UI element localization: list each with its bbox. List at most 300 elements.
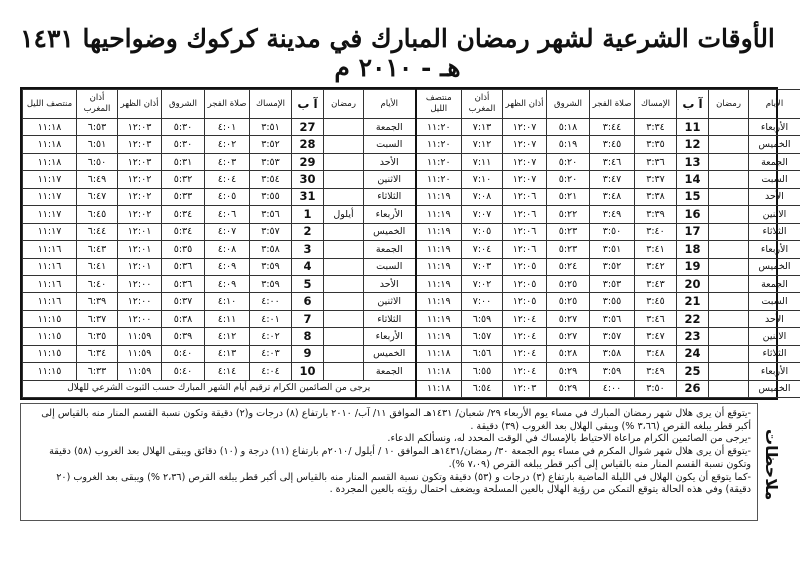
table-cell: الجمعة (364, 363, 416, 380)
table-cell: ١١:٢٠ (416, 171, 462, 188)
table-cell: ٥:٢٣ (547, 241, 590, 258)
table-cell: 24 (677, 345, 709, 362)
table-cell: ١١:١٦ (23, 241, 77, 258)
table-cell: ٦:٣٤ (77, 345, 118, 362)
table-row (23, 363, 800, 380)
table-cell: ٥:٢٥ (547, 275, 590, 292)
table-cell: 1 (292, 206, 324, 223)
table-cell: ٣:٣٧ (635, 171, 677, 188)
table-cell: الأربعاء (749, 119, 800, 136)
table-cell: ١١:٢٠ (416, 119, 462, 136)
table-row (23, 153, 800, 170)
table-cell: ١١:١٩ (416, 188, 462, 205)
table-cell: ٣:٣٩ (635, 206, 677, 223)
table-cell: ٥:٣٩ (162, 328, 205, 345)
table-cell: ٣:٥١ (590, 241, 635, 258)
table-cell: 29 (292, 153, 324, 170)
table-cell: ٣:٤٧ (590, 171, 635, 188)
table-cell: ٣:٤٥ (590, 136, 635, 153)
table-cell: ٥:٢٧ (547, 310, 590, 327)
table-cell: الاثنين (364, 171, 416, 188)
table-cell: 7 (292, 310, 324, 327)
table-cell: ٣:٥٠ (590, 223, 635, 240)
table-row (23, 328, 800, 345)
table-cell: ١٢:٠٤ (503, 328, 547, 345)
table-cell: السبت (364, 258, 416, 275)
column-header: منتصف الليل (416, 90, 462, 119)
table-cell: السبت (749, 293, 800, 310)
column-header: أذان المغرب (77, 90, 118, 119)
table-cell: ٥:٤٠ (162, 363, 205, 380)
table-cell: 5 (292, 275, 324, 292)
table-cell: 22 (677, 310, 709, 327)
table-cell: ٣:٤٦ (635, 310, 677, 327)
table-cell: الجمعة (364, 241, 416, 258)
table-cell: ٤:١٢ (205, 328, 250, 345)
table-cell: 9 (292, 345, 324, 362)
table-cell: ٧:٠٧ (462, 206, 503, 223)
table-cell: ٤:١٣ (205, 345, 250, 362)
table-cell: ٦:٣٥ (77, 328, 118, 345)
table-cell: ٥:٣٥ (162, 241, 205, 258)
table-cell: 21 (677, 293, 709, 310)
table-cell: ٧:١٠ (462, 171, 503, 188)
table-cell: ٣:٤٨ (590, 188, 635, 205)
table-cell: ٦:٤١ (77, 258, 118, 275)
table-cell: ٦:٥٠ (77, 153, 118, 170)
table-cell: 12 (677, 136, 709, 153)
column-header: آ ب (292, 90, 324, 119)
table-cell: 13 (677, 153, 709, 170)
table-cell: ٣:٥٥ (590, 293, 635, 310)
table-cell: 28 (292, 136, 324, 153)
table-cell: 30 (292, 171, 324, 188)
table-cell: ٥:٤٠ (162, 345, 205, 362)
table-cell: ٣:٣٦ (635, 153, 677, 170)
table-cell: ٣:٥٦ (250, 206, 292, 223)
table-cell: الخميس (749, 258, 800, 275)
table-cell (709, 136, 749, 153)
table-cell: ١١:١٩ (416, 310, 462, 327)
table-cell: الأربعاء (364, 206, 416, 223)
table-cell: ٥:٢٩ (547, 380, 590, 397)
table-cell: ٣:٥٦ (590, 310, 635, 327)
table-cell: ٣:٥٧ (590, 328, 635, 345)
table-cell: الخميس (749, 136, 800, 153)
table-cell: 16 (677, 206, 709, 223)
table-cell (709, 171, 749, 188)
table-row (23, 136, 800, 153)
table-cell: ١٢:٠٧ (503, 171, 547, 188)
table-cell: ٥:٢٥ (547, 293, 590, 310)
table-cell: ٣:٤٩ (635, 363, 677, 380)
table-row (23, 310, 800, 327)
table-cell (324, 328, 364, 345)
table-cell: ١١:١٨ (416, 345, 462, 362)
table-cell: ١٢:٠٦ (503, 206, 547, 223)
note-1: -يتوقع أن يرى هلال شهر رمضان المبارك في مساء يوم الأربعاء ٢٩/ شعبان/ ١٤٣١هـ الموافق ١١/ آب/ ٢٠١٠ بارتفاع (٨) درجات و(٢) دقيقة وتكون نسبة القسم المنار منه بالقياس إلى أكبر قطر يبلغه القرص (٣،٦٦ %) ويبقى الهلال بعد الغروب (٣٩) دقيقة . (41, 408, 751, 432)
table-cell (324, 171, 364, 188)
table-cell: ١٢:٠٣ (118, 153, 162, 170)
table-cell: الأحد (364, 153, 416, 170)
table-cell (324, 153, 364, 170)
table-cell: ٧:٠٨ (462, 188, 503, 205)
table-cell (324, 258, 364, 275)
table-cell: ٣:٤٦ (590, 153, 635, 170)
table-cell: ٣:٣٨ (635, 188, 677, 205)
table-cell: ٥:٣٦ (162, 275, 205, 292)
table-cell: 8 (292, 328, 324, 345)
column-header: الشروق (162, 90, 205, 119)
table-cell: ٤:٠٢ (250, 328, 292, 345)
table-cell: ١١:١٨ (23, 153, 77, 170)
table-cell: ٤:٠١ (205, 119, 250, 136)
table-cell: ٦:٤٧ (77, 188, 118, 205)
table-cell: ٥:٣٠ (162, 119, 205, 136)
table-cell: ٣:٥٣ (250, 153, 292, 170)
table-cell (324, 188, 364, 205)
table-cell (324, 363, 364, 380)
table-cell: 10 (292, 363, 324, 380)
table-cell: 15 (677, 188, 709, 205)
table-cell: ٣:٤٠ (635, 223, 677, 240)
table-cell (324, 310, 364, 327)
table-cell: ٤:٠٣ (250, 345, 292, 362)
table-cell (709, 328, 749, 345)
table-cell: الأربعاء (749, 363, 800, 380)
table-cell (709, 345, 749, 362)
table-cell (324, 275, 364, 292)
table-cell: ١١:٢٠ (416, 136, 462, 153)
table-cell: ١٢:٠٣ (118, 119, 162, 136)
table-cell: 23 (677, 328, 709, 345)
table-cell: ١٢:٠٢ (118, 188, 162, 205)
table-cell: ٧:٠٢ (462, 275, 503, 292)
table-cell: ٥:٢٩ (547, 363, 590, 380)
table-cell: ١١:١٥ (23, 363, 77, 380)
table-cell: ٤:٠٤ (250, 363, 292, 380)
table-cell: ٦:٣٧ (77, 310, 118, 327)
table-cell (324, 345, 364, 362)
table-cell: ٦:٥٦ (462, 345, 503, 362)
table-cell: الخميس (364, 345, 416, 362)
table-cell: 6 (292, 293, 324, 310)
table-row (23, 275, 800, 292)
table-cell: ١١:١٧ (23, 206, 77, 223)
table-cell: ٥:٣٢ (162, 171, 205, 188)
table-cell: ١١:٥٩ (118, 345, 162, 362)
table-cell: ١٢:٠١ (118, 241, 162, 258)
table-cell (709, 275, 749, 292)
table-cell: ٣:٥٢ (250, 136, 292, 153)
table-row (23, 345, 800, 362)
table-cell: ٦:٥٥ (462, 363, 503, 380)
table-cell: ٣:٤٢ (635, 258, 677, 275)
table-cell: ٥:٢٨ (547, 345, 590, 362)
table-cell: ٤:٠٦ (205, 206, 250, 223)
table-cell: ١١:١٩ (416, 223, 462, 240)
table-cell: ١١:١٩ (416, 241, 462, 258)
table-cell: ٣:٣٤ (635, 119, 677, 136)
table-cell: ٥:٣٤ (162, 206, 205, 223)
table-cell: ١٢:٠٧ (503, 153, 547, 170)
table-cell: الجمعة (364, 119, 416, 136)
table-body (23, 119, 800, 398)
table-row (23, 206, 800, 223)
table-cell: ٤:٠١ (250, 310, 292, 327)
table-cell: 2 (292, 223, 324, 240)
table-cell: ٥:٢٣ (547, 223, 590, 240)
table-cell: ٣:٥٥ (250, 188, 292, 205)
table-cell: ١١:١٨ (23, 119, 77, 136)
table-cell: الخميس (749, 380, 800, 397)
table-cell: ٤:٠٢ (205, 136, 250, 153)
page-title: الأوقات الشرعية لشهر رمضان المبارك في مدينة كركوك وضواحيها ١٤٣١ هـ - ٢٠١٠ م (20, 24, 775, 82)
table-cell: الثلاثاء (749, 223, 800, 240)
table-cell: ١٢:٠٠ (118, 275, 162, 292)
table-cell (709, 153, 749, 170)
table-cell: ٦:٤٣ (77, 241, 118, 258)
table-cell: ٤:٠٩ (205, 275, 250, 292)
table-cell: ٧:١١ (462, 153, 503, 170)
table-cell: ١١:١٥ (23, 328, 77, 345)
table-cell: ٦:٣٩ (77, 293, 118, 310)
table-cell: الأربعاء (364, 328, 416, 345)
table-cell: ١٢:٠٧ (503, 119, 547, 136)
table-cell: ١٢:٠١ (118, 223, 162, 240)
table-cell: ١٢:٠٥ (503, 258, 547, 275)
table-cell: ١٢:٠٢ (118, 206, 162, 223)
table-cell (709, 241, 749, 258)
table-cell: ١١:١٦ (23, 293, 77, 310)
table-cell: ٥:٣٧ (162, 293, 205, 310)
table-cell: ٥:٣٠ (162, 136, 205, 153)
table-cell: ٦:٥١ (77, 136, 118, 153)
table-cell: ٦:٥٩ (462, 310, 503, 327)
column-header: رمضان (324, 90, 364, 119)
table-cell: الأحد (364, 275, 416, 292)
table-cell: ٥:١٨ (547, 119, 590, 136)
table-cell: السبت (749, 171, 800, 188)
timetable-grid (22, 89, 800, 398)
table-cell: الأربعاء (749, 241, 800, 258)
table-cell: ٦:٣٣ (77, 363, 118, 380)
table-cell: 31 (292, 188, 324, 205)
table-cell: ٣:٣٥ (635, 136, 677, 153)
table-cell: ٥:٢٤ (547, 258, 590, 275)
table-cell (324, 293, 364, 310)
table-cell: السبت (364, 136, 416, 153)
table-cell: الثلاثاء (749, 345, 800, 362)
table-cell: ٣:٥٠ (635, 380, 677, 397)
table-cell: ٣:٥٩ (250, 275, 292, 292)
table-cell: ١١:١٦ (23, 258, 77, 275)
table-cell: ٣:٤٤ (590, 119, 635, 136)
table-cell: ٧:٠٤ (462, 241, 503, 258)
table-cell: ١١:١٩ (416, 293, 462, 310)
table-cell: 11 (677, 119, 709, 136)
table-cell (709, 310, 749, 327)
table-cell: ٣:٥٣ (590, 275, 635, 292)
table-cell: ٤:٠٠ (250, 293, 292, 310)
table-cell: ٥:٣١ (162, 153, 205, 170)
column-header: الشروق (547, 90, 590, 119)
table-cell: ١٢:٠٦ (503, 241, 547, 258)
table-cell: 3 (292, 241, 324, 258)
table-cell: ٤:٠٥ (205, 188, 250, 205)
table-cell: الخميس (364, 223, 416, 240)
table-cell: ١٢:٠٦ (503, 188, 547, 205)
table-cell: الاثنين (749, 328, 800, 345)
table-cell: الثلاثاء (364, 310, 416, 327)
table-cell: ١٢:٠٥ (503, 275, 547, 292)
table-cell: الأحد (749, 188, 800, 205)
notes-box (20, 403, 758, 521)
table-cell: ٣:٥٨ (250, 241, 292, 258)
table-cell: ٦:٥٧ (462, 328, 503, 345)
table-cell (709, 258, 749, 275)
table-row (23, 223, 800, 240)
table-cell: ١٢:٠٣ (118, 136, 162, 153)
table-cell: ١٢:٠٠ (118, 293, 162, 310)
table-cell: ٤:١٤ (205, 363, 250, 380)
table-cell: ١٢:٠٣ (503, 380, 547, 397)
table-cell: ١١:١٧ (23, 188, 77, 205)
table-cell: ٥:٣٦ (162, 258, 205, 275)
table-cell: ٣:٤٥ (635, 293, 677, 310)
table-cell: 14 (677, 171, 709, 188)
table-cell: ٥:٢٢ (547, 206, 590, 223)
table-cell: ٦:٤٠ (77, 275, 118, 292)
table-cell (709, 380, 749, 397)
table-cell: ١١:٥٩ (118, 328, 162, 345)
table-cell (324, 223, 364, 240)
column-header: الأيام (364, 90, 416, 119)
table-cell: ٣:٤٩ (590, 206, 635, 223)
table-cell: ١١:٥٩ (118, 363, 162, 380)
table-cell: ٤:٠٧ (205, 223, 250, 240)
table-row (23, 293, 800, 310)
table-cell: ٤:٠٤ (205, 171, 250, 188)
column-header: أذان الظهر (503, 90, 547, 119)
column-header: الأيام (749, 90, 800, 119)
table-cell: ٣:٥٧ (250, 223, 292, 240)
note-2: -يرجى من الصائمين الكرام مراعاة الاحتياط بالإمساك في الوقت المحدد له، ونسألكم الدعاء. (387, 433, 751, 445)
table-cell: ٣:٤٨ (635, 345, 677, 362)
table-cell: ١١:١٩ (416, 206, 462, 223)
note-4: -كما يتوقع أن يكون الهلال في الليلة الماضية بارتفاع (٣) درجات و (٥٣) دقيقة وتكون نسبة القسم المنار منه بالقياس إلى أكبر قطر يبلغه القرص (٢،٣٦ %) ويبقى بعد الغروب (٢٠ دقيقة) وفي هذه الحالة يتوقع التمكن من رؤية الهلال بالعين المسلحة ويضعف احتمال رؤيته بالعين المجردة . (56, 471, 751, 496)
table-cell: ٤:٠٣ (205, 153, 250, 170)
table-cell: ١١:١٧ (23, 171, 77, 188)
table-cell: ٦:٤٥ (77, 206, 118, 223)
table-cell: ٣:٤١ (635, 241, 677, 258)
table-cell: الجمعة (749, 275, 800, 292)
table-cell (709, 188, 749, 205)
table-row (23, 258, 800, 275)
table-cell: ٧:٠٥ (462, 223, 503, 240)
table-cell: ٥:٢٠ (547, 171, 590, 188)
table-cell: ٥:٢١ (547, 188, 590, 205)
table-cell: ١٢:٠٤ (503, 363, 547, 380)
header-row (23, 90, 800, 119)
table-cell: ١١:١٧ (23, 223, 77, 240)
table-cell: 4 (292, 258, 324, 275)
table-cell: ٤:٠٩ (205, 258, 250, 275)
table-cell: ٣:٥٢ (590, 258, 635, 275)
table-cell: ٤:٠٨ (205, 241, 250, 258)
table-cell: ١٢:٠١ (118, 258, 162, 275)
table-cell (709, 119, 749, 136)
table-cell: ١١:١٥ (23, 310, 77, 327)
notes-label: ملاحظات (762, 429, 781, 501)
column-header: أذان المغرب (462, 90, 503, 119)
table-cell: ٤:١٠ (205, 293, 250, 310)
table-cell: ٣:٥٤ (250, 171, 292, 188)
table-cell: ١١:١٥ (23, 345, 77, 362)
table-cell: ١١:١٨ (416, 363, 462, 380)
table-row (23, 171, 800, 188)
timetable (20, 87, 791, 400)
column-header: الإمساك (635, 90, 677, 119)
table-cell (324, 136, 364, 153)
table-cell: الاثنين (364, 293, 416, 310)
table-cell: ١١:١٩ (416, 275, 462, 292)
table-cell: ٣:٥١ (250, 119, 292, 136)
table-cell: ٣:٥٩ (250, 258, 292, 275)
table-cell: 18 (677, 241, 709, 258)
table-cell: ٦:٤٩ (77, 171, 118, 188)
table-cell: الاثنين (749, 206, 800, 223)
table-cell (709, 293, 749, 310)
table-cell: ٥:٣٤ (162, 223, 205, 240)
table-cell: ١٢:٠٥ (503, 293, 547, 310)
column-header: الإمساك (250, 90, 292, 119)
table-cell: ١١:١٨ (23, 136, 77, 153)
table-row (23, 380, 800, 397)
column-header: صلاة الفجر (205, 90, 250, 119)
table-cell: ٧:١٣ (462, 119, 503, 136)
table-cell (324, 119, 364, 136)
table-cell: ٥:٢٧ (547, 328, 590, 345)
table-cell: ١٢:٠٤ (503, 345, 547, 362)
note-3: -يتوقع أن يرى هلال شهر شوال المكرم في مساء يوم الجمعة ٣٠/ رمضان/١٤٣١هـ الموافق ١٠ / أيلول /٢٠١٠م بارتفاع (١١) درجة و (١٠) دقائق ويبقى الهلال بعد الغروب (٥٨) دقيقة وتكون نسبة القسم المنار منه بالقياس إلى أكبر قطر يبلغه القرص (٧،٠٩ %). (49, 446, 751, 470)
table-cell: ٥:٣٣ (162, 188, 205, 205)
table-cell: ٦:٤٤ (77, 223, 118, 240)
table-cell: ٥:٣٨ (162, 310, 205, 327)
table-cell: 19 (677, 258, 709, 275)
table-cell: ٣:٤٣ (635, 275, 677, 292)
table-cell: 26 (677, 380, 709, 397)
table-cell: ١٢:٠٦ (503, 223, 547, 240)
table-cell: ١٢:٠٧ (503, 136, 547, 153)
table-row (23, 188, 800, 205)
table-cell: ١١:١٨ (416, 380, 462, 397)
table-cell: ٧:٠٣ (462, 258, 503, 275)
table-cell: ١٢:٠٤ (503, 310, 547, 327)
table-cell (709, 206, 749, 223)
table-cell: ١٢:٠٢ (118, 171, 162, 188)
table-cell: ٦:٥٣ (77, 119, 118, 136)
table-cell: الأحد (749, 310, 800, 327)
table-cell: ٣:٤٧ (635, 328, 677, 345)
table-cell: 25 (677, 363, 709, 380)
table-footer-note: يرجى من الصائمين الكرام ترقيم أيام الشهر المبارك حسب الثبوت الشرعي للهلال (23, 380, 416, 397)
table-cell: أيلول (324, 206, 364, 223)
table-cell: ٣:٥٩ (590, 363, 635, 380)
table-row (23, 119, 800, 136)
column-header: أذان الظهر (118, 90, 162, 119)
table-cell (709, 223, 749, 240)
